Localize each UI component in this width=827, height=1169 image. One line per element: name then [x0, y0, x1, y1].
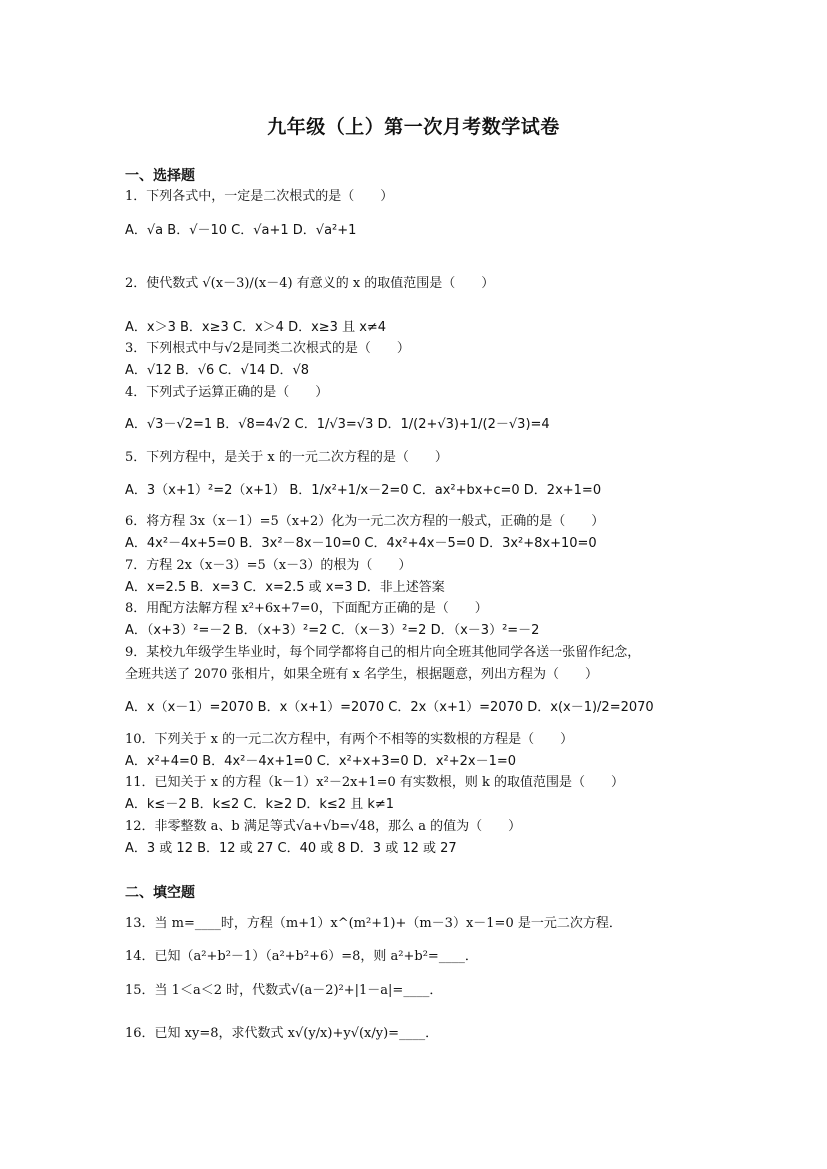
question-2: 2．使代数式 √(x－3)/(x－4) 有意义的 x 的取值范围是（ ）: [125, 276, 495, 291]
question-11-options: A．k≤－2 B．k≤2 C．k≥2 D．k≤2 且 k≠1: [125, 797, 395, 812]
question-3-options: A．√12 B．√6 C．√14 D．√8: [125, 363, 310, 378]
question-9-options: A．x（x－1）=2070 B．x（x+1）=2070 C．2x（x+1）=2070 D．x(x－1)/2=2070: [125, 700, 654, 715]
question-10: 10．下列关于 x 的一元二次方程中，有两个不相等的实数根的方程是（ ）: [125, 732, 574, 747]
question-7: 7．方程 2x（x－3）=5（x－3）的根为（ ）: [125, 558, 412, 573]
question-12-options: A．3 或 12 B．12 或 27 C．40 或 8 D．3 或 12 或 27: [125, 841, 457, 856]
page-title: 九年级（上）第一次月考数学试卷: [267, 116, 560, 138]
question-14: 14．已知（a²+b²－1）（a²+b²+6）=8，则 a²+b²=____．: [125, 949, 478, 964]
question-5-options: A．3（x+1）²=2（x+1） B．1/x²+1/x－2=0 C．ax²+bx+c=0 D．2x+1=0: [125, 483, 602, 498]
question-15: 15．当 1＜a＜2 时，代数式√(a－2)²+|1－a|=____．: [125, 983, 443, 998]
question-1-options: A．√a B．√－10 C．√a+1 D．√a²+1: [125, 223, 357, 238]
question-8-options: A．（x+3）²=－2 B．（x+3）²=2 C．（x－3）²=2 D．（x－3）²=－2: [125, 623, 540, 638]
question-9-line-1: 9．某校九年级学生毕业时，每个同学都将自己的相片向全班其他同学各送一张留作纪念，: [125, 645, 641, 660]
question-6: 6．将方程 3x（x－1）=5（x+2）化为一元二次方程的一般式，正确的是（ ）: [125, 514, 605, 529]
question-6-options: A．4x²－4x+5=0 B．3x²－8x－10=0 C．4x²+4x－5=0 D．3x²+8x+10=0: [125, 536, 597, 551]
question-16: 16．已知 xy=8，求代数式 x√(y/x)+y√(x/y)=____．: [125, 1026, 439, 1041]
question-9-line-2: 全班共送了 2070 张相片，如果全班有 x 名学生，根据题意，列出方程为（ ）: [125, 667, 598, 682]
question-11: 11．已知关于 x 的方程（k－1）x²－2x+1=0 有实数根，则 k 的取值范围是（ ）: [125, 775, 625, 790]
question-4-options: A．√3－√2=1 B．√8=4√2 C．1/√3=√3 D．1/(2+√3)+1/(2－√3)=4: [125, 417, 550, 432]
question-4: 4．下列式子运算正确的是（ ）: [125, 385, 329, 400]
question-2-options: A．x＞3 B．x≥3 C．x＞4 D．x≥3 且 x≠4: [125, 320, 387, 335]
section-fill-heading: 二、填空题: [125, 885, 195, 901]
question-13: 13．当 m=____时，方程（m+1）x^(m²+1)+（m－3）x－1=0 是一元二次方程．: [125, 916, 622, 931]
question-3: 3．下列根式中与√2是同类二次根式的是（ ）: [125, 341, 410, 356]
question-10-options: A．x²+4=0 B．4x²－4x+1=0 C．x²+x+3=0 D．x²+2x－1=0: [125, 754, 517, 769]
question-5: 5．下列方程中，是关于 x 的一元二次方程的是（ ）: [125, 450, 448, 465]
question-7-options: A．x=2.5 B．x=3 C．x=2.5 或 x=3 D．非上述答案: [125, 580, 445, 595]
question-1: 1．下列各式中，一定是二次根式的是（ ）: [125, 189, 394, 204]
question-12: 12．非零整数 a、b 满足等式√a+√b=√48，那么 a 的值为（ ）: [125, 819, 522, 834]
section-choice-heading: 一、选择题: [125, 168, 195, 184]
question-8: 8．用配方法解方程 x²+6x+7=0，下面配方正确的是（ ）: [125, 601, 488, 616]
